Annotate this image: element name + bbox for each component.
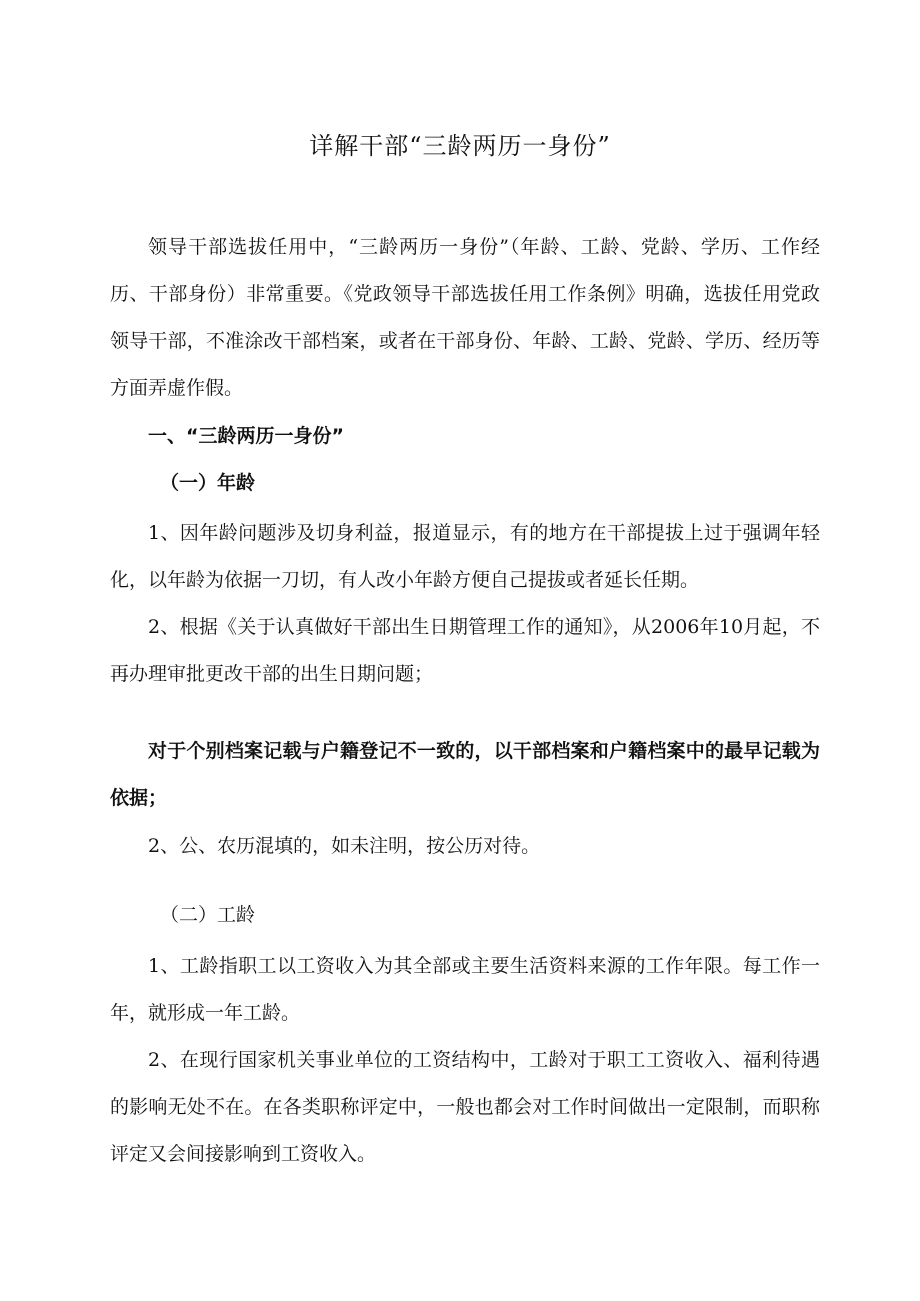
age-paragraph-3: 2、公、农历混填的，如未注明，按公历对待。 xyxy=(148,835,541,857)
work-age-paragraph-2: 2、在现行国家机关事业单位的工资结构中，工龄对于职工工资收入、福利待遇的影响无处不在。在各类职称评定中，一般也都会对工作时间做出一定限制，而职称评定又会间接影响到工资收入。 xyxy=(110,1049,820,1165)
subsection-heading-age: （一）年龄 xyxy=(160,472,256,494)
age-paragraph-2: 2、根据《关于认真做好干部出生日期管理工作的通知》，从2006年10月起，不再办理审批更改干部的出生日期问题； xyxy=(110,616,820,685)
intro-paragraph: 领导干部选拔任用中，“三龄两历一身份”（年龄、工龄、党龄、学历、工作经历、干部身份）非常重要。《党政领导干部选拔任用工作条例》明确，选拔任用党政领导干部，不准涂改干部档案，或者在干部身份、年龄、工龄、党龄、学历、经历等方面弄虚作假。 xyxy=(110,236,820,399)
age-paragraph-bold: 对于个别档案记载与户籍登记不一致的，以干部档案和户籍档案中的最早记载为依据； xyxy=(110,740,820,809)
age-paragraph-1: 1、因年龄问题涉及切身利益，报道显示，有的地方在干部提拔上过于强调年轻化，以年龄为依据一刀切，有人改小年龄方便自己提拔或者延长任期。 xyxy=(110,522,820,591)
document-title: 详解干部“三龄两历一身份” xyxy=(309,132,611,160)
section-heading-1: 一、“三龄两历一身份” xyxy=(148,425,344,447)
work-age-paragraph-1: 1、工龄指职工以工资收入为其全部或主要生活资料来源的工作年限。每工作一年，就形成一年工龄。 xyxy=(110,955,820,1024)
subsection-heading-work-age: （二）工龄 xyxy=(160,904,256,926)
